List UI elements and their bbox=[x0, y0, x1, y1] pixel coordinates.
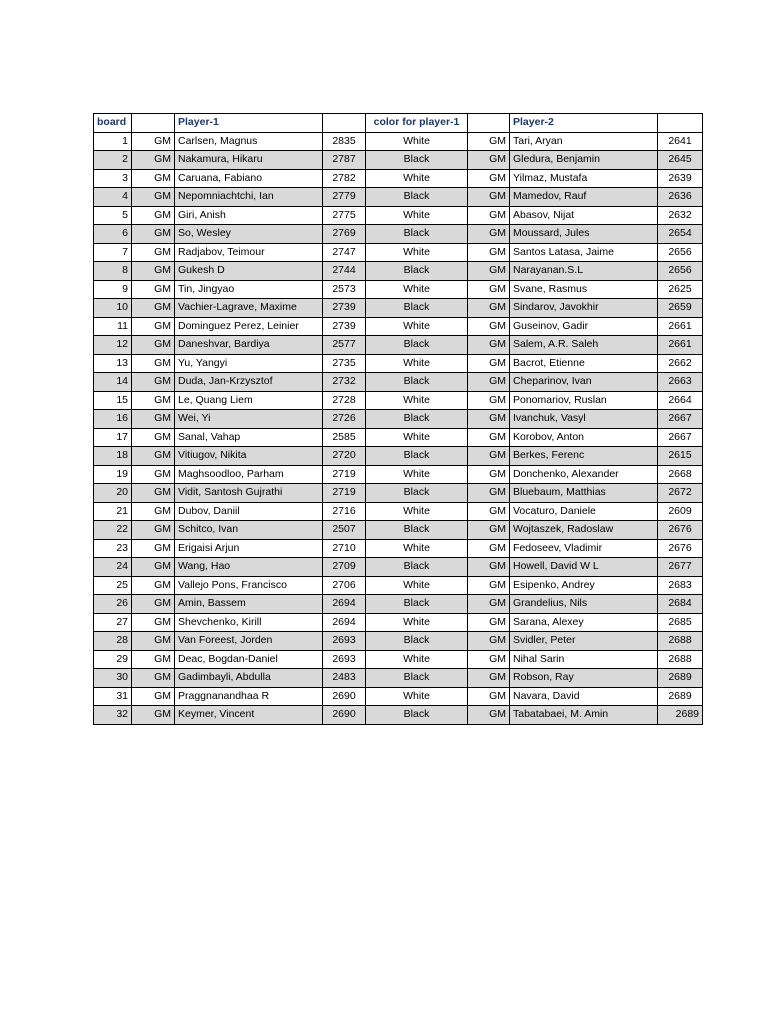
player-1-rating-cell: 2739 bbox=[323, 317, 366, 336]
player-2-title-cell: GM bbox=[468, 262, 510, 281]
player-1-rating-cell: 2735 bbox=[323, 354, 366, 373]
player-2-title-cell: GM bbox=[468, 669, 510, 688]
table-row bbox=[94, 632, 703, 651]
player-1-color-cell: Black bbox=[366, 558, 468, 577]
player-1-rating-cell: 2706 bbox=[323, 576, 366, 595]
player-1-rating-cell: 2693 bbox=[323, 650, 366, 669]
player-1-color-cell: Black bbox=[366, 484, 468, 503]
player-1-title-cell: GM bbox=[132, 539, 175, 558]
player-2-rating-cell: 2676 bbox=[658, 521, 703, 540]
table-row bbox=[94, 391, 703, 410]
player-2-title-cell: GM bbox=[468, 521, 510, 540]
board-number-cell: 27 bbox=[94, 613, 132, 632]
table-row bbox=[94, 502, 703, 521]
table-row bbox=[94, 687, 703, 706]
table-row bbox=[94, 428, 703, 447]
player-1-color-cell: White bbox=[366, 539, 468, 558]
player-2-title-cell: GM bbox=[468, 484, 510, 503]
player-1-color-cell: White bbox=[366, 391, 468, 410]
board-number-cell: 30 bbox=[94, 669, 132, 688]
player-2-title-cell: GM bbox=[468, 169, 510, 188]
player-2-title-cell: GM bbox=[468, 706, 510, 725]
player-1-name-cell: Erigaisi Arjun bbox=[175, 539, 323, 558]
table-row bbox=[94, 151, 703, 170]
player-1-title-cell: GM bbox=[132, 391, 175, 410]
player-1-rating-cell: 2835 bbox=[323, 132, 366, 151]
player-2-title-cell: GM bbox=[468, 595, 510, 614]
player-2-name-cell: Wojtaszek, Radoslaw bbox=[510, 521, 658, 540]
board-number-cell: 16 bbox=[94, 410, 132, 429]
player-2-title-cell: GM bbox=[468, 225, 510, 244]
player-1-title-cell: GM bbox=[132, 262, 175, 281]
table-row bbox=[94, 521, 703, 540]
player-1-name-cell: Radjabov, Teimour bbox=[175, 243, 323, 262]
player-2-rating-cell: 2639 bbox=[658, 169, 703, 188]
board-number-cell: 12 bbox=[94, 336, 132, 355]
player-1-color-cell: White bbox=[366, 280, 468, 299]
player-1-name-cell: Dominguez Perez, Leinier bbox=[175, 317, 323, 336]
player-1-title-cell: GM bbox=[132, 706, 175, 725]
table-row bbox=[94, 706, 703, 725]
player-1-title-cell: GM bbox=[132, 299, 175, 318]
player-2-title-cell: GM bbox=[468, 151, 510, 170]
player-1-color-cell: White bbox=[366, 502, 468, 521]
board-number-cell: 11 bbox=[94, 317, 132, 336]
player-2-title-cell: GM bbox=[468, 558, 510, 577]
player-2-rating-cell: 2656 bbox=[658, 243, 703, 262]
player-1-name-cell: Wang, Hao bbox=[175, 558, 323, 577]
player-2-name-cell: Nihal Sarin bbox=[510, 650, 658, 669]
player-2-title-cell: GM bbox=[468, 465, 510, 484]
player-2-title-cell: GM bbox=[468, 428, 510, 447]
player-2-rating-cell: 2654 bbox=[658, 225, 703, 244]
board-number-cell: 5 bbox=[94, 206, 132, 225]
player-1-title-cell: GM bbox=[132, 687, 175, 706]
player-2-name-cell: Berkes, Ferenc bbox=[510, 447, 658, 466]
player-1-color-cell: White bbox=[366, 465, 468, 484]
player-1-title-cell: GM bbox=[132, 280, 175, 299]
board-number-cell: 13 bbox=[94, 354, 132, 373]
board-number-cell: 10 bbox=[94, 299, 132, 318]
player-2-title-cell: GM bbox=[468, 206, 510, 225]
player-1-rating-cell: 2719 bbox=[323, 465, 366, 484]
player-2-rating-cell: 2672 bbox=[658, 484, 703, 503]
player-1-color-cell: White bbox=[366, 576, 468, 595]
board-number-cell: 7 bbox=[94, 243, 132, 262]
table-row bbox=[94, 243, 703, 262]
player-2-rating-cell: 2664 bbox=[658, 391, 703, 410]
player-2-name-cell: Ponomariov, Ruslan bbox=[510, 391, 658, 410]
player-1-name-cell: Tin, Jingyao bbox=[175, 280, 323, 299]
player-2-rating-cell: 2684 bbox=[658, 595, 703, 614]
player-2-name-cell: Sindarov, Javokhir bbox=[510, 299, 658, 318]
player-1-name-cell: Van Foreest, Jorden bbox=[175, 632, 323, 651]
player-1-rating-cell: 2726 bbox=[323, 410, 366, 429]
table-row bbox=[94, 576, 703, 595]
player-2-title-cell: GM bbox=[468, 132, 510, 151]
player-1-color-cell: White bbox=[366, 687, 468, 706]
player-1-title-cell: GM bbox=[132, 502, 175, 521]
table-row bbox=[94, 169, 703, 188]
player-1-color-cell: White bbox=[366, 169, 468, 188]
player-1-name-cell: Amin, Bassem bbox=[175, 595, 323, 614]
player-2-name-cell: Cheparinov, Ivan bbox=[510, 373, 658, 392]
player-1-title-cell: GM bbox=[132, 373, 175, 392]
player-2-name-cell: Mamedov, Rauf bbox=[510, 188, 658, 207]
player-2-name-cell: Moussard, Jules bbox=[510, 225, 658, 244]
player-2-title-cell: GM bbox=[468, 188, 510, 207]
player-2-title-cell: GM bbox=[468, 243, 510, 262]
player-2-rating-cell: 2632 bbox=[658, 206, 703, 225]
table-row bbox=[94, 280, 703, 299]
player-1-name-cell: Vidit, Santosh Gujrathi bbox=[175, 484, 323, 503]
player-1-color-cell: White bbox=[366, 428, 468, 447]
player-1-color-cell: White bbox=[366, 613, 468, 632]
player-2-name-cell: Navara, David bbox=[510, 687, 658, 706]
board-number-cell: 14 bbox=[94, 373, 132, 392]
player-2-title-cell: GM bbox=[468, 410, 510, 429]
player-1-rating-cell: 2507 bbox=[323, 521, 366, 540]
table-row bbox=[94, 558, 703, 577]
table-row bbox=[94, 132, 703, 151]
player-1-rating-cell: 2782 bbox=[323, 169, 366, 188]
player-1-name-cell: Caruana, Fabiano bbox=[175, 169, 323, 188]
player-1-rating-cell: 2787 bbox=[323, 151, 366, 170]
player-1-color-cell: Black bbox=[366, 447, 468, 466]
player-2-title-cell: GM bbox=[468, 299, 510, 318]
player-1-name-cell: Maghsoodloo, Parham bbox=[175, 465, 323, 484]
player-1-title-cell: GM bbox=[132, 428, 175, 447]
table-row bbox=[94, 225, 703, 244]
player-1-color-cell: Black bbox=[366, 373, 468, 392]
player-2-rating-cell: 2689 bbox=[658, 687, 703, 706]
player-1-color-cell: Black bbox=[366, 225, 468, 244]
player-1-title-cell: GM bbox=[132, 669, 175, 688]
player-2-rating-cell: 2636 bbox=[658, 188, 703, 207]
player-1-name-cell: Praggnanandhaa R bbox=[175, 687, 323, 706]
player-1-name-cell: Vallejo Pons, Francisco bbox=[175, 576, 323, 595]
header-player-1: Player-1 bbox=[175, 114, 323, 133]
board-number-cell: 21 bbox=[94, 502, 132, 521]
player-1-title-cell: GM bbox=[132, 317, 175, 336]
player-1-name-cell: Dubov, Daniil bbox=[175, 502, 323, 521]
player-1-title-cell: GM bbox=[132, 336, 175, 355]
player-2-rating-cell: 2688 bbox=[658, 650, 703, 669]
player-2-rating-cell: 2667 bbox=[658, 428, 703, 447]
player-1-title-cell: GM bbox=[132, 132, 175, 151]
board-number-cell: 20 bbox=[94, 484, 132, 503]
player-2-title-cell: GM bbox=[468, 317, 510, 336]
table-row bbox=[94, 354, 703, 373]
header-row bbox=[94, 114, 703, 133]
player-2-rating-cell: 2676 bbox=[658, 539, 703, 558]
player-2-name-cell: Ivanchuk, Vasyl bbox=[510, 410, 658, 429]
table-row bbox=[94, 484, 703, 503]
player-1-name-cell: So, Wesley bbox=[175, 225, 323, 244]
player-1-title-cell: GM bbox=[132, 558, 175, 577]
player-1-title-cell: GM bbox=[132, 243, 175, 262]
player-1-title-cell: GM bbox=[132, 632, 175, 651]
player-1-name-cell: Sanal, Vahap bbox=[175, 428, 323, 447]
board-number-cell: 25 bbox=[94, 576, 132, 595]
player-2-name-cell: Tabatabaei, M. Amin bbox=[510, 706, 658, 725]
player-1-name-cell: Gadimbayli, Abdulla bbox=[175, 669, 323, 688]
player-1-name-cell: Deac, Bogdan-Daniel bbox=[175, 650, 323, 669]
player-2-rating-cell: 2688 bbox=[658, 632, 703, 651]
player-1-rating-cell: 2775 bbox=[323, 206, 366, 225]
player-1-color-cell: White bbox=[366, 354, 468, 373]
table-row bbox=[94, 595, 703, 614]
player-1-rating-cell: 2719 bbox=[323, 484, 366, 503]
player-2-title-cell: GM bbox=[468, 539, 510, 558]
player-1-color-cell: White bbox=[366, 317, 468, 336]
player-2-name-cell: Salem, A.R. Saleh bbox=[510, 336, 658, 355]
player-1-name-cell: Vitiugov, Nikita bbox=[175, 447, 323, 466]
player-1-color-cell: Black bbox=[366, 521, 468, 540]
player-1-rating-cell: 2694 bbox=[323, 595, 366, 614]
player-1-name-cell: Keymer, Vincent bbox=[175, 706, 323, 725]
player-2-title-cell: GM bbox=[468, 502, 510, 521]
player-1-name-cell: Nakamura, Hikaru bbox=[175, 151, 323, 170]
table-row bbox=[94, 336, 703, 355]
player-2-title-cell: GM bbox=[468, 373, 510, 392]
header-board: board bbox=[94, 114, 132, 133]
table-row bbox=[94, 465, 703, 484]
table-body bbox=[94, 132, 703, 724]
player-2-rating-cell: 2645 bbox=[658, 151, 703, 170]
player-1-rating-cell: 2728 bbox=[323, 391, 366, 410]
table-row bbox=[94, 613, 703, 632]
player-2-name-cell: Bluebaum, Matthias bbox=[510, 484, 658, 503]
board-number-cell: 3 bbox=[94, 169, 132, 188]
player-2-rating-cell: 2615 bbox=[658, 447, 703, 466]
player-2-rating-cell: 2668 bbox=[658, 465, 703, 484]
player-1-rating-cell: 2744 bbox=[323, 262, 366, 281]
player-1-rating-cell: 2779 bbox=[323, 188, 366, 207]
pairings-table bbox=[93, 113, 703, 725]
player-2-rating-cell: 2641 bbox=[658, 132, 703, 151]
player-1-rating-cell: 2577 bbox=[323, 336, 366, 355]
table-row bbox=[94, 410, 703, 429]
player-2-title-cell: GM bbox=[468, 336, 510, 355]
player-1-color-cell: White bbox=[366, 243, 468, 262]
table-row bbox=[94, 299, 703, 318]
player-2-name-cell: Grandelius, Nils bbox=[510, 595, 658, 614]
player-1-name-cell: Duda, Jan-Krzysztof bbox=[175, 373, 323, 392]
player-1-rating-cell: 2690 bbox=[323, 706, 366, 725]
player-2-name-cell: Vocaturo, Daniele bbox=[510, 502, 658, 521]
table-row bbox=[94, 539, 703, 558]
player-2-title-cell: GM bbox=[468, 447, 510, 466]
player-2-name-cell: Guseinov, Gadir bbox=[510, 317, 658, 336]
player-2-name-cell: Yilmaz, Mustafa bbox=[510, 169, 658, 188]
header-title-2 bbox=[468, 114, 510, 133]
player-1-name-cell: Carlsen, Magnus bbox=[175, 132, 323, 151]
player-2-title-cell: GM bbox=[468, 576, 510, 595]
player-1-name-cell: Yu, Yangyi bbox=[175, 354, 323, 373]
player-2-rating-cell: 2656 bbox=[658, 262, 703, 281]
board-number-cell: 2 bbox=[94, 151, 132, 170]
board-number-cell: 31 bbox=[94, 687, 132, 706]
player-1-name-cell: Le, Quang Liem bbox=[175, 391, 323, 410]
player-1-name-cell: Nepomniachtchi, Ian bbox=[175, 188, 323, 207]
player-1-color-cell: Black bbox=[366, 632, 468, 651]
board-number-cell: 29 bbox=[94, 650, 132, 669]
player-1-rating-cell: 2720 bbox=[323, 447, 366, 466]
player-1-rating-cell: 2709 bbox=[323, 558, 366, 577]
header-title-1 bbox=[132, 114, 175, 133]
player-2-name-cell: Howell, David W L bbox=[510, 558, 658, 577]
player-1-title-cell: GM bbox=[132, 465, 175, 484]
player-1-color-cell: White bbox=[366, 132, 468, 151]
table-row bbox=[94, 373, 703, 392]
player-1-rating-cell: 2716 bbox=[323, 502, 366, 521]
player-1-color-cell: Black bbox=[366, 336, 468, 355]
player-1-rating-cell: 2585 bbox=[323, 428, 366, 447]
player-1-rating-cell: 2710 bbox=[323, 539, 366, 558]
player-2-name-cell: Donchenko, Alexander bbox=[510, 465, 658, 484]
player-1-color-cell: Black bbox=[366, 410, 468, 429]
player-2-name-cell: Santos Latasa, Jaime bbox=[510, 243, 658, 262]
player-1-name-cell: Shevchenko, Kirill bbox=[175, 613, 323, 632]
player-1-rating-cell: 2483 bbox=[323, 669, 366, 688]
player-1-color-cell: Black bbox=[366, 188, 468, 207]
player-1-title-cell: GM bbox=[132, 650, 175, 669]
header-rating-1 bbox=[323, 114, 366, 133]
player-2-rating-cell: 2689 bbox=[658, 706, 703, 725]
player-1-title-cell: GM bbox=[132, 169, 175, 188]
player-2-rating-cell: 2683 bbox=[658, 576, 703, 595]
player-2-rating-cell: 2685 bbox=[658, 613, 703, 632]
player-2-rating-cell: 2662 bbox=[658, 354, 703, 373]
board-number-cell: 6 bbox=[94, 225, 132, 244]
table-row bbox=[94, 447, 703, 466]
player-1-color-cell: White bbox=[366, 650, 468, 669]
player-1-title-cell: GM bbox=[132, 595, 175, 614]
player-1-color-cell: Black bbox=[366, 706, 468, 725]
board-number-cell: 9 bbox=[94, 280, 132, 299]
board-number-cell: 28 bbox=[94, 632, 132, 651]
player-2-name-cell: Robson, Ray bbox=[510, 669, 658, 688]
table-row bbox=[94, 262, 703, 281]
player-2-rating-cell: 2689 bbox=[658, 669, 703, 688]
player-2-rating-cell: 2667 bbox=[658, 410, 703, 429]
table-row bbox=[94, 669, 703, 688]
player-1-name-cell: Giri, Anish bbox=[175, 206, 323, 225]
player-1-rating-cell: 2747 bbox=[323, 243, 366, 262]
player-2-rating-cell: 2661 bbox=[658, 336, 703, 355]
player-1-name-cell: Schitco, Ivan bbox=[175, 521, 323, 540]
player-2-rating-cell: 2609 bbox=[658, 502, 703, 521]
player-2-name-cell: Gledura, Benjamin bbox=[510, 151, 658, 170]
board-number-cell: 4 bbox=[94, 188, 132, 207]
table-row bbox=[94, 188, 703, 207]
player-2-rating-cell: 2663 bbox=[658, 373, 703, 392]
player-1-title-cell: GM bbox=[132, 484, 175, 503]
player-1-name-cell: Gukesh D bbox=[175, 262, 323, 281]
player-1-title-cell: GM bbox=[132, 206, 175, 225]
player-1-rating-cell: 2693 bbox=[323, 632, 366, 651]
board-number-cell: 32 bbox=[94, 706, 132, 725]
player-1-title-cell: GM bbox=[132, 354, 175, 373]
board-number-cell: 26 bbox=[94, 595, 132, 614]
player-1-color-cell: Black bbox=[366, 151, 468, 170]
player-2-name-cell: Esipenko, Andrey bbox=[510, 576, 658, 595]
table-row bbox=[94, 206, 703, 225]
player-1-color-cell: Black bbox=[366, 262, 468, 281]
player-2-rating-cell: 2659 bbox=[658, 299, 703, 318]
player-1-name-cell: Vachier-Lagrave, Maxime bbox=[175, 299, 323, 318]
board-number-cell: 8 bbox=[94, 262, 132, 281]
player-2-name-cell: Bacrot, Etienne bbox=[510, 354, 658, 373]
player-2-title-cell: GM bbox=[468, 391, 510, 410]
player-2-name-cell: Korobov, Anton bbox=[510, 428, 658, 447]
player-2-name-cell: Svane, Rasmus bbox=[510, 280, 658, 299]
player-2-name-cell: Fedoseev, Vladimir bbox=[510, 539, 658, 558]
player-1-rating-cell: 2690 bbox=[323, 687, 366, 706]
player-1-title-cell: GM bbox=[132, 188, 175, 207]
board-number-cell: 23 bbox=[94, 539, 132, 558]
player-1-color-cell: White bbox=[366, 206, 468, 225]
board-number-cell: 17 bbox=[94, 428, 132, 447]
player-2-name-cell: Tari, Aryan bbox=[510, 132, 658, 151]
table-row bbox=[94, 317, 703, 336]
player-1-color-cell: Black bbox=[366, 595, 468, 614]
player-1-title-cell: GM bbox=[132, 613, 175, 632]
player-1-rating-cell: 2739 bbox=[323, 299, 366, 318]
player-2-title-cell: GM bbox=[468, 632, 510, 651]
player-2-title-cell: GM bbox=[468, 354, 510, 373]
player-2-rating-cell: 2677 bbox=[658, 558, 703, 577]
player-1-title-cell: GM bbox=[132, 225, 175, 244]
player-1-rating-cell: 2573 bbox=[323, 280, 366, 299]
player-2-title-cell: GM bbox=[468, 687, 510, 706]
player-1-title-cell: GM bbox=[132, 410, 175, 429]
player-2-title-cell: GM bbox=[468, 613, 510, 632]
player-1-rating-cell: 2732 bbox=[323, 373, 366, 392]
player-1-title-cell: GM bbox=[132, 447, 175, 466]
board-number-cell: 24 bbox=[94, 558, 132, 577]
player-1-title-cell: GM bbox=[132, 576, 175, 595]
player-1-title-cell: GM bbox=[132, 521, 175, 540]
player-2-name-cell: Narayanan.S.L bbox=[510, 262, 658, 281]
player-2-title-cell: GM bbox=[468, 280, 510, 299]
player-1-name-cell: Daneshvar, Bardiya bbox=[175, 336, 323, 355]
player-2-title-cell: GM bbox=[468, 650, 510, 669]
player-1-rating-cell: 2694 bbox=[323, 613, 366, 632]
player-1-color-cell: Black bbox=[366, 299, 468, 318]
player-1-title-cell: GM bbox=[132, 151, 175, 170]
table-row bbox=[94, 650, 703, 669]
player-1-rating-cell: 2769 bbox=[323, 225, 366, 244]
board-number-cell: 1 bbox=[94, 132, 132, 151]
player-1-color-cell: Black bbox=[366, 669, 468, 688]
player-2-rating-cell: 2661 bbox=[658, 317, 703, 336]
player-2-name-cell: Sarana, Alexey bbox=[510, 613, 658, 632]
board-number-cell: 15 bbox=[94, 391, 132, 410]
player-2-name-cell: Svidler, Peter bbox=[510, 632, 658, 651]
header-color: color for player-1 bbox=[366, 114, 468, 133]
header-rating-2 bbox=[658, 114, 703, 133]
board-number-cell: 22 bbox=[94, 521, 132, 540]
player-1-name-cell: Wei, Yi bbox=[175, 410, 323, 429]
header-player-2: Player-2 bbox=[510, 114, 658, 133]
board-number-cell: 19 bbox=[94, 465, 132, 484]
board-number-cell: 18 bbox=[94, 447, 132, 466]
player-2-rating-cell: 2625 bbox=[658, 280, 703, 299]
player-2-name-cell: Abasov, Nijat bbox=[510, 206, 658, 225]
